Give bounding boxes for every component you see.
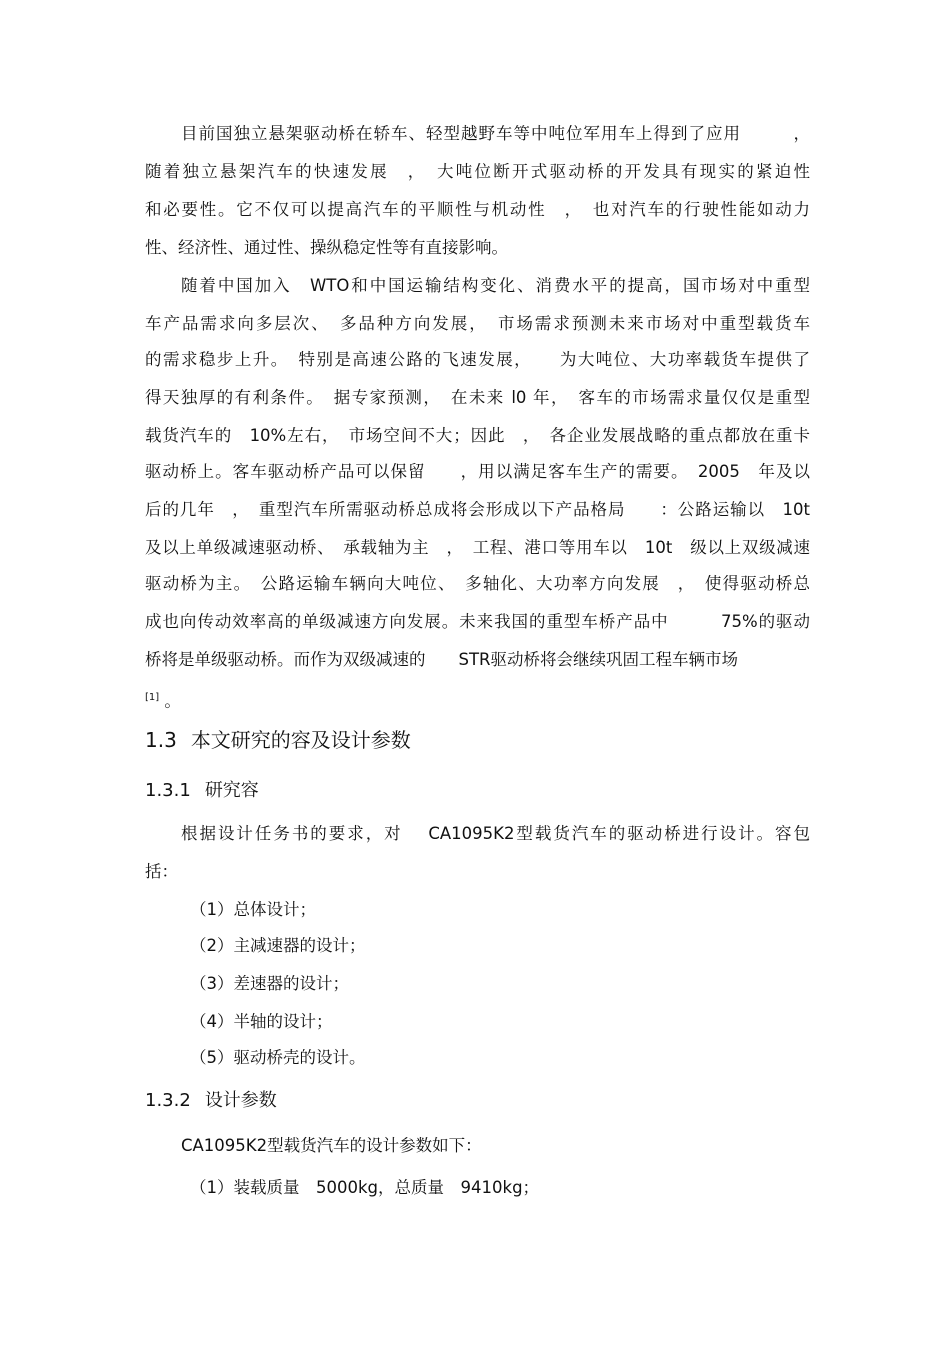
heading-1-3-1-title: 研究容	[204, 780, 259, 801]
p1-line-3: 和必要性。它不仅可以提高汽车的平顺性与机动性 ， 也对汽车的行驶性能如动力	[145, 200, 810, 219]
p2-line-10: 成也向传动效率高的单级减速方向发展。未来我国的重型车桥产品中 75%的驱动	[145, 612, 810, 631]
list-item-5: （5）驱动桥壳的设计。	[190, 1048, 366, 1067]
p2-line-2: 车产品需求向多层次、 多品种方向发展， 市场需求预测未来市场对中重型载货车	[145, 314, 810, 333]
p1-line-4: 性、经济性、通过性、操纵稳定性等有直接影响。	[145, 238, 508, 257]
p2-line-8: 及以上单级减速驱动桥、 承载轴为主 ， 工程、港口等用车以 10t 级以上双级减速	[145, 538, 810, 557]
list-item-1: （1）总体设计；	[190, 900, 316, 919]
list-item-3: （3）差速器的设计；	[190, 974, 349, 993]
p2-line-5: 载货汽车的 10%左右， 市场空间不大；因此 ， 各企业发展战略的重点都放在重卡	[145, 426, 810, 445]
reference-tail: 。	[164, 691, 181, 711]
p2-line-11: 桥将是单级驱动桥。而作为双级减速的 STR驱动桥将会继续巩固工程车辆市场	[145, 650, 739, 669]
p2-line-12	[145, 688, 810, 712]
p4-line-1: CA1095K2型载货汽车的设计参数如下：	[181, 1136, 482, 1155]
p2-line-6: 驱动桥上。客车驱动桥产品可以保留 ，用以满足客车生产的需要。 2005 年及以	[145, 462, 810, 481]
p2-line-7: 后的几年 ， 重型汽车所需驱动桥总成将会形成以下产品格局 ：公路运输以 10t	[145, 500, 810, 519]
p2-line-1: 随着中国加入 WTO和中国运输结构变化、消费水平的提高，国市场对中重型	[181, 276, 810, 295]
heading-1-3-1	[145, 780, 259, 802]
heading-1-3	[145, 728, 411, 752]
param-item-1: （1）装载质量 5000kg，总质量 9410kg；	[190, 1178, 540, 1197]
p2-line-9: 驱动桥为主。 公路运输车辆向大吨位、 多轴化、大功率方向发展 ， 使得驱动桥总	[145, 574, 810, 593]
heading-1-3-number: 1.3	[145, 728, 177, 752]
p1-line-1: 目前国独立悬架驱动桥在轿车、轻型越野车等中吨位军用车上得到了应用 ，	[181, 124, 810, 143]
heading-1-3-1-number: 1.3.1	[145, 780, 191, 801]
reference-mark: [1]	[145, 692, 160, 703]
p3-line-1: 根据设计任务书的要求，对 CA1095K2型载货汽车的驱动桥进行设计。容包	[181, 824, 810, 843]
list-item-2: （2）主减速器的设计；	[190, 936, 366, 955]
p2-line-4: 得天独厚的有利条件。 据专家预测， 在未来 l0 年， 客车的市场需求量仅仅是重型	[145, 388, 810, 407]
p2-line-3: 的需求稳步上升。 特别是高速公路的飞速发展， 为大吨位、大功率载货车提供了	[145, 350, 810, 369]
heading-1-3-2-title: 设计参数	[204, 1090, 277, 1111]
list-item-4: （4）半轴的设计；	[190, 1012, 333, 1031]
p3-line-2: 括：	[145, 862, 178, 881]
heading-1-3-2-number: 1.3.2	[145, 1090, 191, 1111]
heading-1-3-2	[145, 1090, 277, 1112]
p1-line-2: 随着独立悬架汽车的快速发展 ， 大吨位断开式驱动桥的开发具有现实的紧迫性	[145, 162, 810, 181]
heading-1-3-title: 本文研究的容及设计参数	[190, 728, 411, 752]
